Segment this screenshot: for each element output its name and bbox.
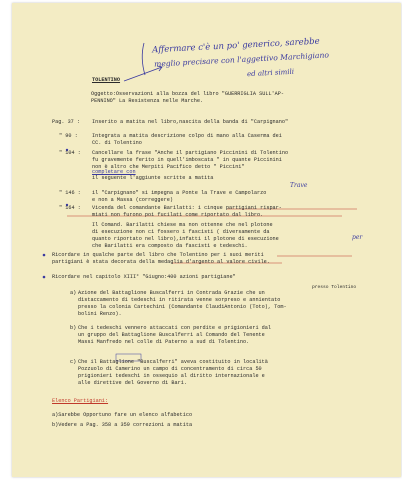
subitem-a-label: a) (70, 290, 77, 296)
subject-line1: Oggetto:Osservazioni alla bozza del libro "GUERRIGLIA SULL'AP- (91, 91, 285, 97)
note-164-line5: quanto riportato nel libro),infatti il plotone di esecuzione (92, 236, 279, 242)
note-104-line5: il seguente l'aggiunte scritte a matita (92, 175, 214, 181)
note-146-line1: il "Carpignano" si impegna a Ponte la Trave e Campolarzo (92, 190, 267, 196)
subitem-c-line1: Che il Battaglione "Buscalferri" aveva costituito in località (78, 359, 268, 365)
elenco-item-a: a)Sarebbe Opportuno fare un elenco alfabetico (52, 412, 193, 418)
subject-line2: PENNINO" La Resistenza nelle Marche. (91, 98, 204, 104)
note-90-line2: CC. di Tolentino (92, 140, 142, 146)
subitem-a-line3: presso la colonia Cartechini (Comandante ClaudiAntonio (Toto), Tom- (78, 304, 287, 310)
note-37-line1: Inserito a matita nel libro,nascita della banda di "Carpignano" (92, 119, 289, 125)
note-page-164: " 164 : (59, 205, 81, 211)
reminder-1-line1: Ricordare in qualche parte del libro che Tolentino per i suoi meriti (52, 252, 264, 258)
bullet-dot (43, 254, 46, 257)
recipient: TOLENTINO (92, 77, 121, 83)
note-164-line4: di esecuzione non ci fossero i fascisti ( diversamente da (92, 229, 270, 235)
bullet-dot (43, 276, 46, 279)
elenco-item-b: b)Vedere a Pag. 358 a 359 correzioni a matita (52, 422, 193, 428)
subitem-b-line2: un gruppo del Battaglione Buscalferri al Comando del Tenente (78, 332, 265, 338)
margin-note-trave: Trave (290, 182, 308, 189)
subitem-a-line1: Azione del Battaglione Buscalferri in Contrada Grazie che un (78, 290, 265, 296)
subitem-b-line1: Che i tedeschi vennero attaccati con perdite e prigionieri dal (78, 325, 272, 331)
note-104-line1: Cancellare la frase "Anche il partigiano Piccinini di Tolentino (92, 150, 289, 156)
note-146-line2: e non a Massa (correggere) (92, 197, 173, 203)
subitem-a-line2: distaccamento di tedeschi in ritirata venne sorpreso e annientato (78, 297, 281, 303)
handwritten-note-line3: ed altri simili (246, 67, 295, 79)
handwritten-note-line2: meglio precisare con l'aggettivo Marchigiano (153, 50, 330, 69)
note-164-line3: Il Comand. Barilatti chiese ma non ottenne che nel plotone (92, 222, 273, 228)
note-page-37: Pag. 37 : (52, 119, 81, 125)
subitem-c-line3: prigionieri tedeschi in ossequio al diritto internazionale e (78, 373, 265, 379)
annotation-presso: presso Tolentino (312, 285, 357, 290)
elenco-title: Elenco Partigiani: (52, 398, 109, 404)
subitem-c-line2: Pozzuolo di Camerino un campo di concentramento di circa 50 (78, 366, 262, 372)
subitem-b-line3: Massi Manfredo nel colle di Paterno a sud di Tolentino. (78, 339, 250, 345)
note-164-line1: Vicenda del comandante Barilatti: i cinque partigiani rispar- (92, 205, 282, 211)
note-104-line3: non è altro che Merpiti Pacifico detto " Piccini" (92, 164, 245, 170)
subitem-a-line4: bolini Renzo). (78, 311, 122, 317)
reminder-1-line2: partigiani è stata decorata della medaglia d'argento al valore civile. (52, 259, 270, 265)
note-90-line1: Integrata a matita descrizione colpo di mano alla Caserma dei (92, 133, 282, 139)
subitem-b-label: b) (70, 325, 77, 331)
reminder-2-line1: Ricordare nel capitolo XIII° "Giugno:400 azioni partigiane" (52, 274, 236, 280)
subitem-c-line4: alle direttive del Governo di Bari. (78, 380, 187, 386)
margin-note-per: per (352, 234, 363, 241)
handwritten-note-line1: Affermare c'è un po' generico, sarebbe (151, 36, 320, 56)
note-104-line2: fu gravemente ferito in quell'imboscata " in quante Piccinini (92, 157, 282, 163)
note-page-104: " 104 : (59, 150, 81, 156)
note-164-line6: che Barilatti era composto da fascisti e tedeschi. (92, 243, 248, 249)
note-page-146: " 146 : (59, 190, 81, 196)
document-page (12, 3, 401, 477)
note-104-line4: completare con (92, 169, 136, 175)
pen-bracket (142, 43, 145, 75)
pen-arrow (124, 67, 162, 81)
subitem-c-label: c) (70, 359, 77, 365)
note-page-90: " 90 : (59, 133, 78, 139)
note-164-line2: miati non furono poi fucilati come riportato dal libro. (92, 212, 264, 218)
